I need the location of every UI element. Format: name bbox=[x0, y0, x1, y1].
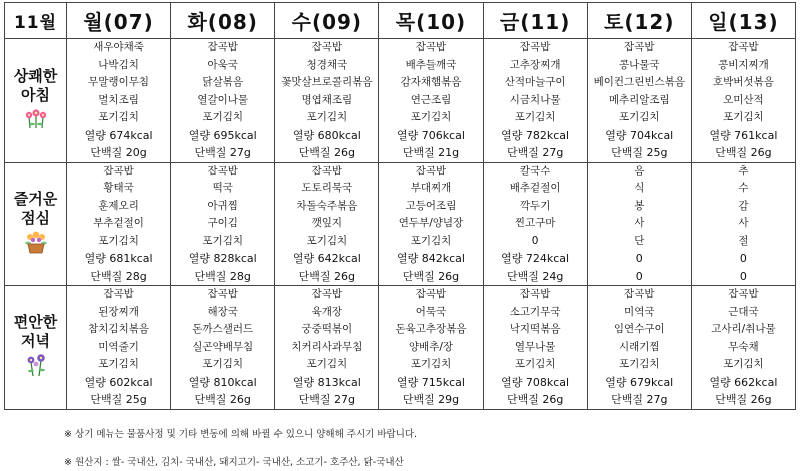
dinner-label-cell bbox=[5, 286, 67, 410]
calorie-value: 열량 715kcal bbox=[397, 375, 465, 389]
day-header-fri: 금(11) bbox=[483, 3, 587, 39]
purple-flower-icon bbox=[5, 353, 66, 381]
lunch-thu-cell bbox=[379, 162, 483, 286]
protein-value: 단백질 25g bbox=[611, 146, 668, 159]
menu-item: 해장국 bbox=[207, 305, 238, 318]
menu-item: 메추리알조림 bbox=[608, 93, 670, 106]
lunch-row bbox=[5, 162, 796, 286]
menu-item: 떡국 bbox=[212, 182, 233, 194]
menu-item: 포기김치 bbox=[98, 111, 139, 123]
menu-item: 사 bbox=[634, 217, 645, 229]
menu-item: 포기김치 bbox=[202, 111, 243, 123]
menu-item: 절 bbox=[738, 234, 749, 247]
menu-item: 미역줄기 bbox=[98, 340, 139, 353]
breakfast-label-cell bbox=[5, 39, 67, 163]
menu-item: 구이김 bbox=[207, 217, 238, 229]
menu-item: 감 bbox=[738, 199, 749, 212]
day-header-mon: 월(07) bbox=[67, 3, 171, 39]
menu-item: 소고기무국 bbox=[509, 305, 561, 318]
calorie-value: 열량 695kcal bbox=[188, 128, 257, 142]
menu-item: 포기김치 bbox=[202, 358, 243, 370]
menu-item: 육개장 bbox=[311, 305, 343, 318]
menu-item: 잡곡밥 bbox=[207, 288, 238, 300]
origin-note: ※ 원산지 : 쌀- 국내산, 김치- 국내산, 돼지고기- 국내산, 소고기- 호주산, 닭-국내산 bbox=[64, 457, 404, 468]
menu-item: 궁중떡볶이 bbox=[301, 323, 353, 335]
menu-item: 콩나물국 bbox=[618, 58, 660, 71]
calorie-value: 열량 761kcal bbox=[709, 128, 778, 142]
calorie-value: 열량 662kcal bbox=[709, 375, 778, 389]
menu-item: 포기김치 bbox=[98, 358, 139, 370]
menu-item: 배추들깨국 bbox=[405, 58, 457, 71]
menu-item: 포기김치 bbox=[410, 234, 452, 247]
protein-value: 단백질 28g bbox=[90, 269, 147, 283]
protein-value: 단백질 26g bbox=[194, 393, 251, 406]
menu-item: 포기김치 bbox=[723, 111, 764, 123]
menu-item: 근대국 bbox=[728, 305, 759, 318]
day-header-sun: 일(13) bbox=[691, 3, 795, 39]
menu-item: 참치김치볶음 bbox=[88, 323, 149, 335]
calorie-value: 열량 782kcal bbox=[501, 128, 570, 142]
protein-value: 단백질 26g bbox=[715, 393, 772, 406]
menu-item: 열무나물 bbox=[514, 340, 556, 353]
protein-value: 단백질 26g bbox=[298, 269, 356, 283]
month-header: 11월 bbox=[5, 3, 67, 39]
menu-item: 포기김치 bbox=[306, 111, 348, 123]
lunch-mon-cell bbox=[67, 162, 171, 286]
calorie-value: 열량 810kcal bbox=[188, 375, 257, 389]
menu-item: 콩비지찌개 bbox=[718, 58, 769, 71]
breakfast-mon-cell bbox=[67, 39, 171, 163]
menu-item: 식 bbox=[634, 182, 645, 194]
lunch-fri-cell bbox=[483, 162, 587, 286]
dinner-fri-cell bbox=[483, 286, 587, 410]
menu-item: 찐고구마 bbox=[514, 217, 556, 229]
menu-item: 무말랭이무침 bbox=[88, 76, 149, 88]
menu-item: 잡곡밥 bbox=[519, 288, 551, 300]
menu-item: 임연수구이 bbox=[613, 323, 665, 335]
menu-item: 훈제오리 bbox=[98, 199, 139, 212]
menu-item: 추 bbox=[738, 164, 749, 177]
menu-item: 0 bbox=[531, 234, 539, 247]
dinner-sat-cell bbox=[587, 286, 691, 410]
breakfast-wed-cell bbox=[275, 39, 379, 163]
menu-item: 고사리/취나물 bbox=[711, 323, 776, 335]
lunch-sat-cell bbox=[587, 162, 691, 286]
menu-item: 양배추/장 bbox=[408, 340, 454, 353]
menu-item: 치커리사과무침 bbox=[291, 340, 363, 353]
menu-item: 어묵국 bbox=[415, 305, 447, 318]
menu-item: 돈육고추장볶음 bbox=[395, 323, 467, 335]
menu-item: 잡곡밥 bbox=[728, 288, 759, 300]
calorie-value: 열량 828kcal bbox=[188, 252, 257, 265]
protein-value: 단백질 26g bbox=[506, 393, 564, 406]
menu-item: 포기김치 bbox=[723, 358, 764, 370]
protein-value: 단백질 26g bbox=[715, 146, 772, 159]
breakfast-tue-cell bbox=[171, 39, 275, 163]
menu-item: 닭살볶음 bbox=[202, 76, 243, 88]
menu-item: 연두부/양념장 bbox=[398, 217, 464, 229]
meal-label: 즐거운 점심 bbox=[13, 189, 58, 227]
protein-value: 단백질 29g bbox=[402, 393, 460, 406]
menu-item: 잡곡밥 bbox=[311, 288, 343, 300]
protein-value: 단백질 21g bbox=[402, 146, 460, 159]
menu-item: 연근조림 bbox=[410, 93, 452, 106]
menu-item: 차돌숙주볶음 bbox=[296, 199, 358, 212]
menu-item: 수 bbox=[738, 182, 749, 194]
menu-item: 깻잎지 bbox=[311, 217, 343, 229]
dinner-sun-cell bbox=[691, 286, 795, 410]
protein-value: 단백질 26g bbox=[402, 269, 460, 283]
menu-item: 잡곡밥 bbox=[624, 41, 655, 53]
lunch-label-cell bbox=[5, 162, 67, 286]
menu-item: 잡곡밥 bbox=[311, 41, 343, 53]
menu-item: 포기김치 bbox=[98, 234, 139, 247]
protein-value: 단백질 27g bbox=[506, 146, 564, 159]
menu-item: 돈까스샐러드 bbox=[192, 323, 254, 335]
lunch-tue-cell bbox=[171, 162, 275, 286]
breakfast-sat-cell bbox=[587, 39, 691, 163]
dinner-wed-cell bbox=[275, 286, 379, 410]
protein-value: 0 bbox=[739, 269, 747, 283]
menu-item: 부추겉절이 bbox=[93, 217, 144, 229]
protein-value: 단백질 28g bbox=[194, 269, 251, 283]
menu-item: 잡곡밥 bbox=[207, 41, 238, 53]
day-header-tue: 화(08) bbox=[171, 3, 275, 39]
protein-value: 단백질 20g bbox=[90, 146, 147, 159]
dinner-mon-cell bbox=[67, 286, 171, 410]
breakfast-fri-cell bbox=[483, 39, 587, 163]
calorie-value: 0 bbox=[739, 252, 747, 265]
menu-item: 명엽채조림 bbox=[301, 93, 353, 106]
menu-item: 고추장찌개 bbox=[509, 58, 561, 71]
menu-item: 시래기찜 bbox=[618, 340, 660, 353]
menu-item: 포기김치 bbox=[306, 358, 348, 370]
protein-value: 단백질 27g bbox=[611, 393, 668, 406]
weekly-menu-table bbox=[4, 2, 796, 410]
protein-value: 단백질 26g bbox=[298, 146, 356, 159]
menu-item: 포기김치 bbox=[618, 111, 660, 123]
menu-item: 봉 bbox=[634, 199, 645, 212]
menu-item: 낙지떡볶음 bbox=[509, 323, 561, 335]
menu-item: 잡곡밥 bbox=[415, 41, 447, 53]
dinner-thu-cell bbox=[379, 286, 483, 410]
menu-item: 포기김치 bbox=[618, 358, 660, 370]
menu-item: 열갈이나물 bbox=[197, 93, 249, 106]
menu-item: 아귀찜 bbox=[207, 199, 238, 212]
menu-item: 잡곡밥 bbox=[415, 164, 447, 177]
calorie-value: 열량 724kcal bbox=[501, 252, 570, 265]
menu-item: 새우야채죽 bbox=[93, 41, 144, 53]
day-header-sat: 토(12) bbox=[587, 3, 691, 39]
dinner-row bbox=[5, 286, 796, 410]
calorie-value: 열량 679kcal bbox=[605, 375, 674, 389]
calorie-value: 열량 681kcal bbox=[84, 252, 153, 265]
menu-item: 베이컨그린빈스볶음 bbox=[593, 76, 685, 88]
lunch-sun-cell bbox=[691, 162, 795, 286]
menu-item: 황태국 bbox=[103, 182, 134, 194]
protein-value: 단백질 27g bbox=[298, 393, 356, 406]
calorie-value: 열량 602kcal bbox=[84, 375, 153, 389]
day-header-wed: 수(09) bbox=[275, 3, 379, 39]
header-row bbox=[5, 3, 796, 39]
menu-item: 포기김치 bbox=[410, 111, 452, 123]
menu-item: 꽃맛살브로콜리볶음 bbox=[281, 76, 373, 88]
menu-item: 고등어조림 bbox=[405, 199, 457, 212]
menu-item: 무숙채 bbox=[728, 340, 759, 353]
menu-item: 나박김치 bbox=[98, 58, 139, 71]
protein-value: 단백질 24g bbox=[506, 269, 564, 283]
menu-item: 칼국수 bbox=[519, 164, 551, 177]
breakfast-sun-cell bbox=[691, 39, 795, 163]
calorie-value: 열량 842kcal bbox=[397, 252, 465, 265]
menu-item: 사 bbox=[738, 217, 749, 229]
menu-item: 도토리묵국 bbox=[301, 182, 353, 194]
menu-item: 된장찌개 bbox=[98, 305, 139, 318]
menu-item: 잡곡밥 bbox=[103, 288, 134, 300]
protein-value: 단백질 27g bbox=[194, 146, 251, 159]
menu-change-note: ※ 상기 메뉴는 물품사정 및 기타 변동에 의해 바뀔 수 있으니 양해해 주시기 바랍니다. bbox=[64, 429, 418, 440]
menu-item: 잡곡밥 bbox=[311, 164, 343, 177]
calorie-value: 열량 674kcal bbox=[84, 128, 153, 142]
menu-item: 배추겉절이 bbox=[509, 182, 561, 194]
menu-item: 잡곡밥 bbox=[207, 164, 238, 177]
breakfast-thu-cell bbox=[379, 39, 483, 163]
menu-item: 실곤약배무침 bbox=[192, 340, 254, 353]
calorie-value: 열량 680kcal bbox=[292, 128, 361, 142]
menu-item: 잡곡밥 bbox=[728, 41, 759, 53]
calorie-value: 열량 704kcal bbox=[605, 128, 674, 142]
menu-item: 아욱국 bbox=[207, 58, 238, 71]
protein-value: 단백질 25g bbox=[90, 393, 147, 406]
day-header-thu: 목(10) bbox=[379, 3, 483, 39]
menu-item: 잡곡밥 bbox=[415, 288, 447, 300]
menu-item: 잡곡밥 bbox=[103, 164, 134, 177]
protein-value: 0 bbox=[635, 269, 643, 283]
calorie-value: 0 bbox=[635, 252, 643, 265]
menu-item: 감자채햄볶음 bbox=[400, 76, 462, 88]
calorie-value: 열량 813kcal bbox=[292, 375, 361, 389]
menu-item: 호박버섯볶음 bbox=[712, 76, 774, 88]
menu-item: 잡곡밥 bbox=[624, 288, 655, 300]
menu-item: 포기김치 bbox=[202, 234, 243, 247]
menu-item: 산적마늘구이 bbox=[504, 76, 566, 88]
menu-item: 잡곡밥 bbox=[519, 41, 551, 53]
menu-item: 멸치조림 bbox=[98, 93, 139, 106]
menu-item: 시금치나물 bbox=[509, 93, 561, 106]
calorie-value: 열량 708kcal bbox=[501, 375, 570, 389]
menu-item: 오미산적 bbox=[723, 93, 764, 106]
menu-item: 포기김치 bbox=[410, 358, 452, 370]
dinner-tue-cell bbox=[171, 286, 275, 410]
calorie-value: 열량 642kcal bbox=[292, 252, 361, 265]
meal-label: 편안한 저녁 bbox=[13, 313, 58, 351]
menu-item: 포기김치 bbox=[514, 358, 556, 370]
breakfast-row bbox=[5, 39, 796, 163]
menu-item: 부대찌개 bbox=[410, 182, 452, 194]
menu-item: 청경채국 bbox=[306, 58, 348, 71]
pink-flower-icon bbox=[5, 107, 66, 133]
menu-item: 단 bbox=[634, 234, 645, 247]
lunch-wed-cell bbox=[275, 162, 379, 286]
calorie-value: 열량 706kcal bbox=[397, 128, 465, 142]
meal-label: 상쾌한 아침 bbox=[13, 67, 58, 105]
menu-item: 포기김치 bbox=[306, 234, 348, 247]
menu-item: 미역국 bbox=[624, 305, 655, 318]
flower-pot-icon bbox=[5, 230, 66, 258]
menu-item: 포기김치 bbox=[514, 111, 556, 123]
menu-item: 음 bbox=[634, 164, 645, 177]
menu-item: 깍두기 bbox=[519, 199, 551, 212]
